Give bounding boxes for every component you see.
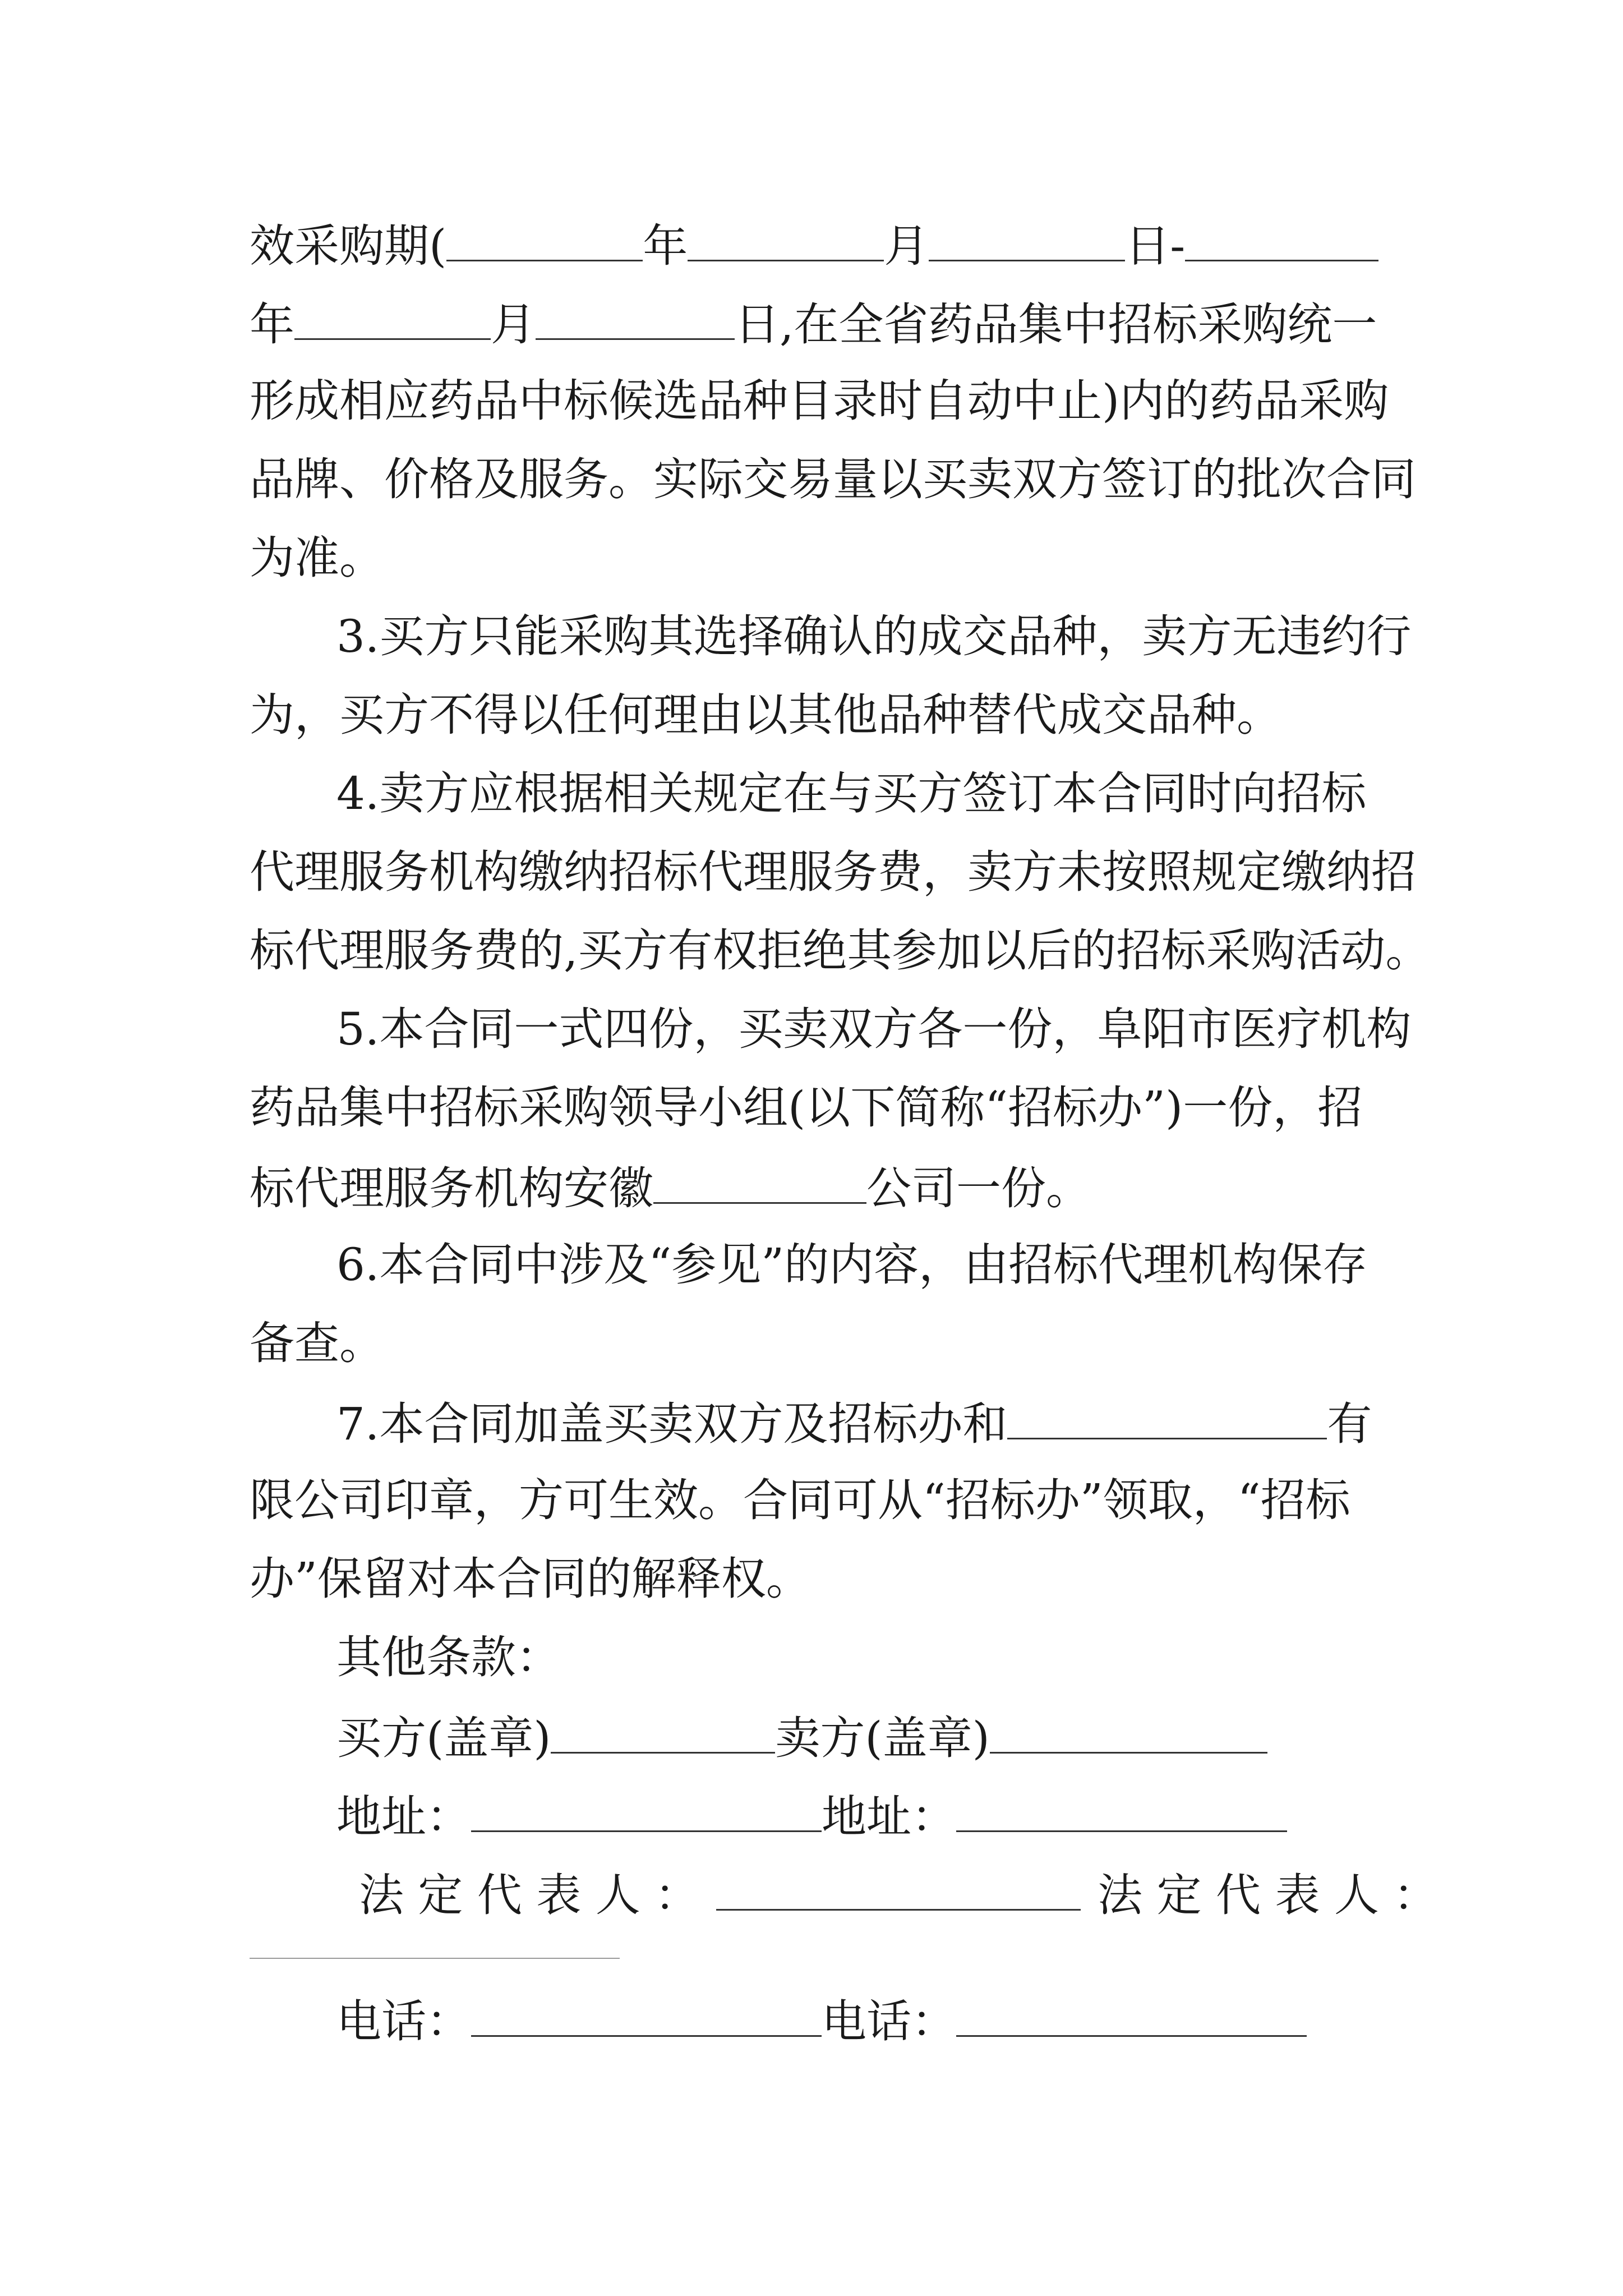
text-segment: 效采购期( — [250, 220, 447, 272]
signature-seal-line — [336, 1712, 1388, 1764]
buyer-phone-label: 电话： — [336, 1995, 471, 2047]
text-line: 标代理服务费的,买方有权拒绝其参加以后的招标采购活动。 — [250, 924, 1431, 977]
text-line: 品牌、价格及服务。实际交易量以买卖双方签订的批次合同 — [250, 453, 1416, 505]
blank-field[interactable] — [446, 222, 643, 261]
text-line: 3.买方只能采购其选择确认的成交品种，卖方无违约行 — [336, 610, 1412, 662]
text-segment: 年 — [643, 220, 688, 272]
buyer-legal-rep-field[interactable] — [716, 1871, 1081, 1911]
text-line: 限公司印章，方可生效。合同可从“招标办”领取，“招标 — [250, 1474, 1350, 1526]
text-line: 代理服务机构缴纳招标代理服务费，卖方未按照规定缴纳招 — [250, 846, 1416, 898]
blank-field[interactable] — [688, 222, 884, 261]
text-line: 为准。 — [250, 532, 384, 584]
text-segment: 标代理服务机构安徽 — [250, 1162, 653, 1214]
buyer-legal-rep-label: 法 定 代 表 人 ： — [359, 1869, 700, 1921]
seller-seal-field[interactable] — [990, 1714, 1267, 1754]
other-terms-label: 其他条款： — [336, 1631, 561, 1683]
legal-rep-line — [359, 1869, 1438, 1921]
blank-field[interactable] — [1007, 1400, 1327, 1439]
blank-field[interactable] — [1185, 222, 1378, 261]
blank-field[interactable] — [536, 300, 735, 340]
text-line — [250, 1162, 1388, 1214]
text-line: 形成相应药品中标候选品种目录时自动中止)内的药品采购 — [250, 375, 1389, 427]
text-line — [250, 298, 1388, 351]
buyer-address-label: 地址： — [336, 1791, 471, 1843]
buyer-seal-field[interactable] — [551, 1714, 775, 1754]
seller-phone-field[interactable] — [956, 1997, 1307, 2037]
seller-legal-rep-label: 法 定 代 表 人 ： — [1098, 1869, 1438, 1921]
text-line: 为，买方不得以任何理由以其他品种替代成交品种。 — [250, 689, 1281, 741]
text-segment: 月 — [491, 298, 536, 351]
text-line: 4.卖方应根据相关规定在与买方签订本合同时向招标 — [336, 767, 1367, 820]
address-line — [336, 1791, 1388, 1843]
text-segment: 月 — [884, 220, 929, 272]
text-line — [250, 220, 1388, 272]
phone-line — [336, 1995, 1388, 2047]
text-line: 药品集中招标采购领导小组(以下简称“招标办”)一份，招 — [250, 1082, 1363, 1134]
seller-seal-label: 卖方(盖章) — [775, 1712, 990, 1764]
buyer-phone-field[interactable] — [471, 1997, 822, 2037]
seller-legal-rep-field[interactable] — [250, 1958, 620, 1959]
text-segment: 公司一份。 — [866, 1162, 1091, 1214]
text-segment: 有 — [1327, 1398, 1372, 1450]
blank-field[interactable] — [929, 222, 1125, 261]
text-line: 办”保留对本合同的解释权。 — [250, 1553, 811, 1605]
buyer-address-field[interactable] — [471, 1792, 822, 1832]
text-segment: 年 — [250, 298, 294, 351]
text-line — [336, 1398, 1388, 1450]
seller-address-field[interactable] — [956, 1792, 1287, 1832]
text-segment: 7.本合同加盖买卖双方及招标办和 — [336, 1398, 1008, 1450]
seller-phone-label: 电话： — [822, 1995, 956, 2047]
seller-address-label: 地址： — [822, 1791, 956, 1843]
text-segment: 日- — [1125, 220, 1186, 272]
text-line: 5.本合同一式四份，买卖双方各一份，阜阳市医疗机构 — [336, 1003, 1412, 1055]
blank-field[interactable] — [294, 300, 491, 340]
blank-field[interactable] — [653, 1164, 866, 1204]
text-line: 备查。 — [250, 1317, 384, 1369]
text-segment: 日,在全省药品集中招标采购统一 — [735, 298, 1377, 351]
text-line: 6.本合同中涉及“参见”的内容，由招标代理机构保存 — [336, 1239, 1368, 1291]
buyer-seal-label: 买方(盖章) — [336, 1712, 551, 1764]
